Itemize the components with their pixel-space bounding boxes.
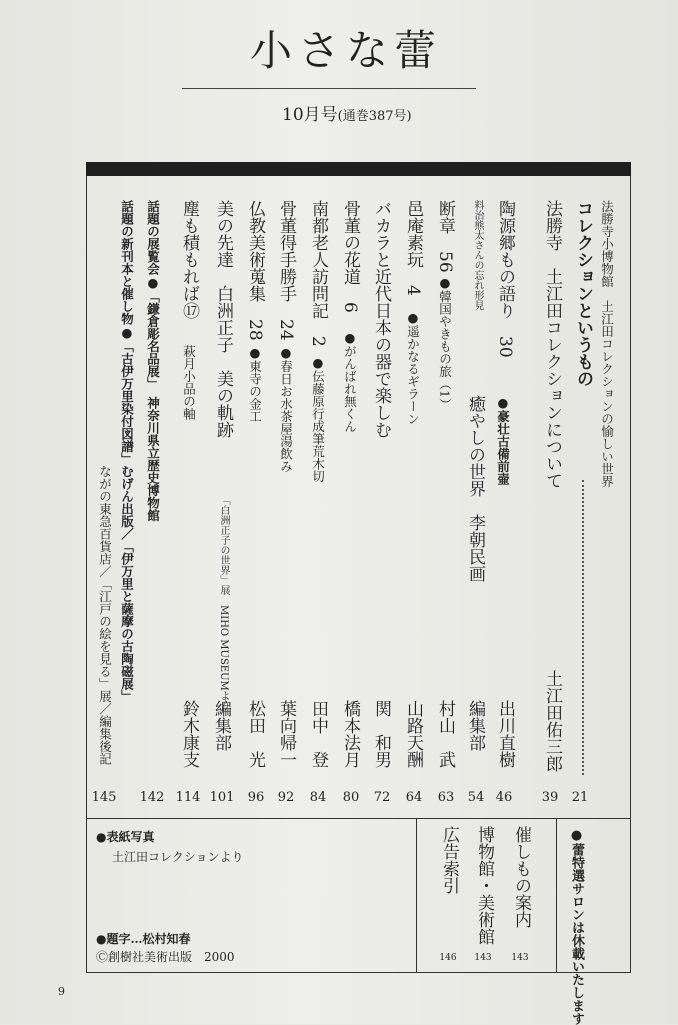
toc-page-number: 80 [342,790,360,805]
toc-page-number: 101 [209,790,235,805]
toc-page-number: 84 [309,790,327,805]
toc-page-number: 145 [91,790,117,805]
toc-page-number: 39 [541,790,559,805]
ad-index-page: 146 [439,953,457,963]
cover-photo-value: 土江田コレクションより [112,850,244,864]
toc-entry-author: 松田 光 [245,700,265,768]
issue-volume: (通巻387号) [337,109,412,124]
toc-entry-subtitle: ●遥かなるギラーン [405,310,421,425]
toc-entry-author: 関 和男 [371,700,391,768]
title-rule [182,88,476,89]
toc-entry-author: 出川直樹 [495,700,515,768]
toc-entry-title[interactable]: 癒やしの世界 李朝民画 [465,395,485,582]
toc-page-number: 64 [405,790,423,805]
toc-entry-title[interactable]: 美の先達 白洲正子 美の軌跡 [213,200,233,438]
events-link[interactable]: 催しもの案内 [511,826,531,928]
lower-divider [556,818,557,972]
toc-entry-title[interactable]: バカラと近代日本の器で楽しむ [371,200,391,438]
toc-page-number: 92 [277,790,295,805]
toc-page-number: 46 [495,790,513,805]
toc-entry-author: 葉向帰一 [276,700,296,768]
ad-index-link[interactable]: 広告索引 [439,826,459,894]
toc-entry-title[interactable]: 仏教美術蒐集 28 [245,200,265,341]
toc-entry-note: 料治熊太さんの忘れ形見 [472,200,483,310]
toc-page-number: 21 [571,790,589,805]
toc-entry-author: 村山 武 [435,700,455,768]
museum-page: 143 [474,953,492,963]
lower-left-border [86,818,87,972]
issue-line [282,100,412,125]
lower-bottom-rule [86,972,631,973]
toc-entry-subtitle: ●豪壮古備前壷 [495,395,511,485]
toc-entry-title[interactable]: 断章 56 [435,200,455,273]
toc-entry-subtitle: ながの東急百貨店／「江戸の絵を見る」展／編集後記 [97,465,113,765]
toc-header-bar [86,162,631,176]
toc-entry-title[interactable]: 話題の新刊本と催し物●「古伊万里染付図譜」むげん出版／「伊万里と薩摩の古陶磁展」 [119,200,135,703]
toc-entry-subtitle: ●東寺の金工 [247,345,263,423]
toc-entry-note: 「白洲正子の世界」展 MIHO MUSEUMより [218,495,229,711]
salon-notice: ●蕾特選サロンは休載いたします [569,828,584,1025]
cover-photo-label: ●表紙写真 [96,830,155,844]
toc-entry-subtitle: ●伝藤原行成筆荒木切 [310,355,326,483]
toc-entry-title[interactable]: 南都老人訪問記 2 [308,200,328,347]
toc-page-number: 96 [247,790,265,805]
copyright: Ⓒ創樹社美術出版 2000 [96,950,235,964]
magazine-title: 小さな蕾 [250,26,443,75]
toc-entry-subtitle: ●がんばれ無くん [342,330,358,433]
toc-entry-title[interactable]: 話題の展覧会●「鎌倉彫名品展」 神奈川県立歴史博物館 [145,200,161,522]
toc-entry-title[interactable]: 法勝寺 土江田コレクションについて [542,200,562,489]
toc-entry-author: 鈴木康支 [179,700,199,768]
toc-page-number: 63 [437,790,455,805]
toc-entry-subtitle: ●韓国やきもの旅（1） [437,275,453,411]
toc-entry-author: 田中 登 [308,700,328,768]
toc-entry-author: 土江田佑三郎 [542,670,562,772]
toc-entry-title[interactable]: 邑庵素玩 4 [403,200,423,296]
toc-leader [582,480,584,775]
toc-entry-subtitle: ●春日お水茶屋湯飲み [278,345,294,473]
lower-divider [416,818,417,972]
toc-entry-title[interactable]: 塵も積もれば⑰ [179,200,199,319]
issue-month: 10月号 [282,105,338,125]
toc-page-number: 114 [175,790,201,805]
title-credit: ●題字…松村知春 [96,932,191,946]
toc-entry-title[interactable]: 骨董の花道 6 [340,200,360,313]
toc-entry-author: 編集部 [211,700,231,751]
toc-entry-author: 編集部 [465,700,485,751]
toc-entry-author: 橋本法月 [340,700,360,768]
toc-entry-title[interactable]: 骨董得手勝手 24 [276,200,296,341]
toc-entry-subtitle: 法勝寺小博物館 土江田コレクションの愉しい世界 [599,200,615,488]
toc-page-number: 72 [373,790,391,805]
toc-entry-author: 山路天酬 [403,700,423,768]
toc-entry-subtitle: 萩月小品の軸 [181,345,197,420]
lower-right-border [630,818,631,972]
museum-link[interactable]: 博物館・美術館 [474,826,494,945]
toc-page-number: 142 [139,790,165,805]
toc-bottom-rule [86,818,631,819]
toc-entry-title[interactable]: コレクションというもの [573,200,593,387]
events-page: 143 [511,953,529,963]
toc-page-number: 54 [467,790,485,805]
toc-entry-title[interactable]: 陶源郷もの語り 30 [495,200,515,358]
page-number: 9 [58,985,65,998]
